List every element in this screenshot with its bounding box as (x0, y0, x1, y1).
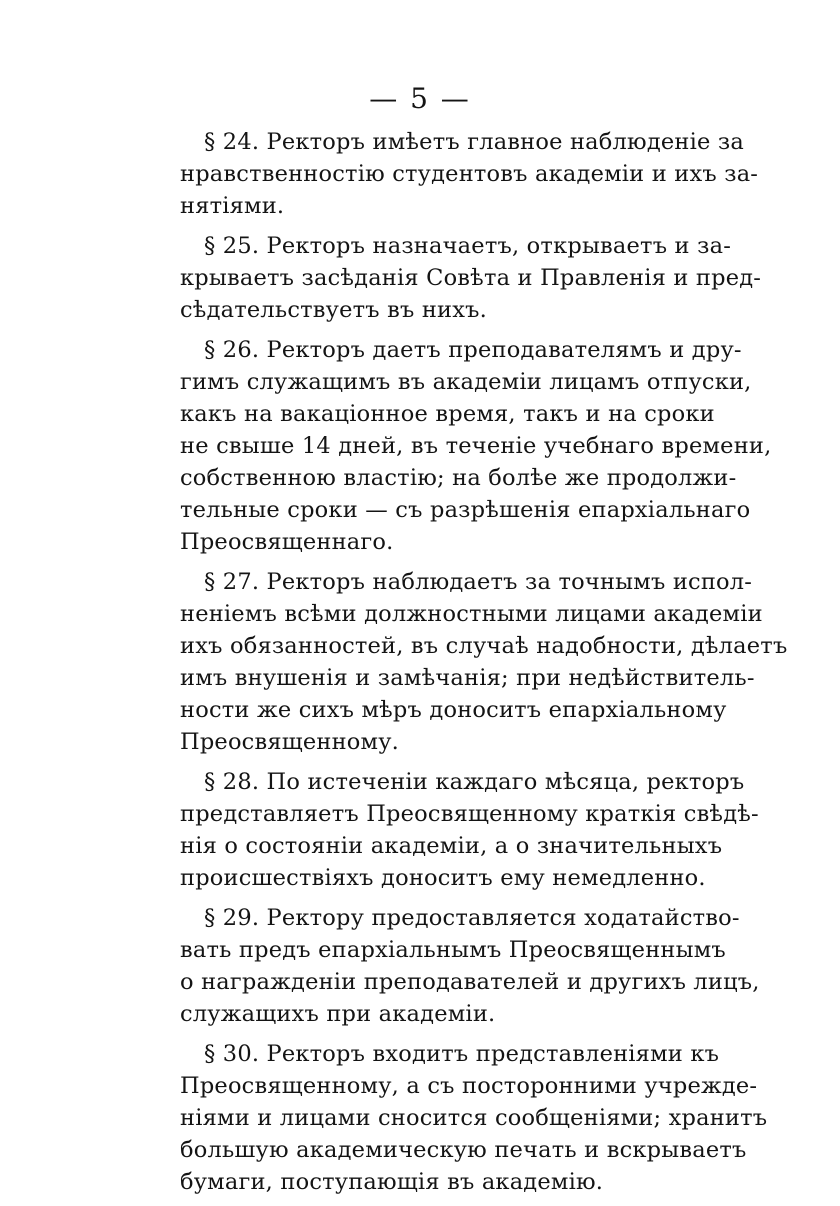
text-line: не свыше 14 дней, въ теченіе учебнаго времени, (180, 433, 772, 459)
page-number: — 5 — (369, 82, 471, 115)
text-line: Преосвященнаго. (180, 529, 394, 555)
text-line: сѣдательствуетъ въ нихъ. (180, 297, 488, 323)
text-body (180, 126, 788, 1206)
text-line: ніями и лицами сносится сообщеніями; хранитъ (180, 1105, 768, 1131)
text-line: нятіями. (180, 193, 285, 219)
text-line: § 26. Ректоръ даетъ преподавателямъ и дру- (204, 337, 742, 363)
paragraph-24 (180, 126, 759, 222)
paragraph-26 (180, 334, 772, 558)
text-line: § 25. Ректоръ назначаетъ, открываетъ и за- (204, 233, 731, 259)
text-line: нравственностію студентовъ академіи и ихъ за- (180, 161, 759, 187)
text-line: § 27. Ректоръ наблюдаетъ за точнымъ испол- (204, 569, 753, 595)
text-line: гимъ служащимъ въ академіи лицамъ отпуски, (180, 369, 752, 395)
text-line: § 29. Ректору предоставляется ходатайство- (204, 905, 740, 931)
text-line: тельные сроки — съ разрѣшенія епархіальнаго (180, 497, 751, 523)
text-line: § 30. Ректоръ входитъ представленіями къ (204, 1041, 720, 1067)
text-line: крываетъ засѣданія Совѣта и Правленія и пред- (180, 265, 762, 291)
text-line: собственною властію; на болѣе же продолжи- (180, 465, 737, 491)
text-line: § 24. Ректоръ имѣетъ главное наблюденіе за (204, 129, 744, 155)
text-line: представляетъ Преосвященному краткія свѣдѣ- (180, 801, 759, 827)
text-line: Преосвященному, а съ посторонними учрежде- (180, 1073, 758, 1099)
text-line: имъ внушенія и замѣчанія; при недѣйствитель- (180, 665, 755, 691)
text-line: нія о состояніи академіи, а о значительныхъ (180, 833, 723, 859)
paragraph-29 (180, 902, 760, 1030)
text-line: неніемъ всѣми должностными лицами академіи (180, 601, 763, 627)
text-line: служащихъ при академіи. (180, 1001, 496, 1027)
paragraph-30 (180, 1038, 768, 1198)
text-line: вать предъ епархіальнымъ Преосвященнымъ (180, 937, 726, 963)
text-line: § 28. По истеченіи каждаго мѣсяца, ректоръ (204, 769, 745, 795)
text-line: какъ на вакаціонное время, такъ и на сроки (180, 401, 715, 427)
text-line: происшествіяхъ доноситъ ему немедленно. (180, 865, 706, 891)
text-line: бумаги, поступающія въ академію. (180, 1169, 604, 1195)
paragraph-28 (180, 766, 759, 894)
text-line: ности же сихъ мѣръ доноситъ епархіальному (180, 697, 727, 723)
paragraph-27 (180, 566, 788, 758)
text-line: большую академическую печать и вскрываетъ (180, 1137, 747, 1163)
text-line: Преосвященному. (180, 729, 400, 755)
text-line: ихъ обязанностей, въ случаѣ надобности, дѣлаетъ (180, 633, 788, 659)
text-line: о награжденіи преподавателей и другихъ лицъ, (180, 969, 760, 995)
paragraph-25 (180, 230, 762, 326)
